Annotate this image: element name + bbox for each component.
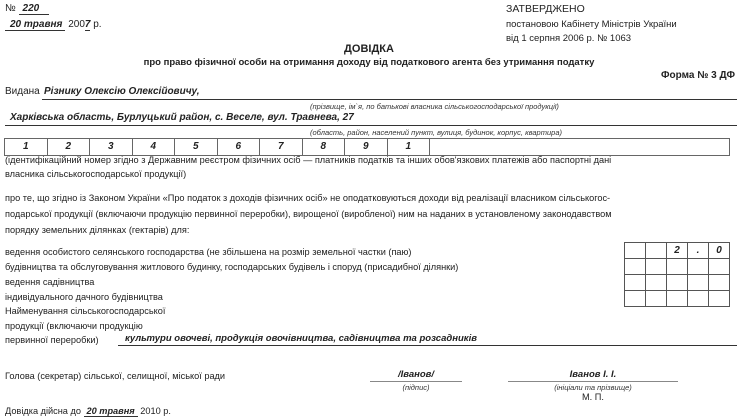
- issued-to-value: Різнику Олексію Олексійовичу,: [44, 86, 200, 97]
- validity-label: Довідка дійсна до: [5, 406, 81, 416]
- form-number: Форма № 3 ДФ: [660, 70, 735, 81]
- hectares-cell: [646, 259, 667, 275]
- id-digit: 7: [260, 139, 303, 155]
- purpose-peasant-farm: ведення особистого селянського господарства (не збільшена на розмір земельної частки (паю): [5, 247, 412, 257]
- hectares-cell: [625, 243, 646, 259]
- id-digit: 3: [90, 139, 133, 155]
- purpose-dacha: індивідуального дачного будівництва: [5, 292, 163, 302]
- paragraph-line-1: про те, що згідно із Законом України «Про податок з доходів фізичних осіб» не оподатковуються доходи від реалізації власником сільськогос-: [5, 193, 611, 203]
- number-label: №: [5, 3, 16, 14]
- hectares-cell: [709, 259, 730, 275]
- official-name-value: Іванов І. І.: [569, 369, 617, 380]
- hectares-cell: 2: [667, 243, 688, 259]
- id-digit: 2: [48, 139, 91, 155]
- id-digit: 5: [175, 139, 218, 155]
- hectares-cell: [646, 275, 667, 291]
- issue-year-suffix: р.: [93, 19, 102, 30]
- paragraph-line-2: подарської продукції (включаючи продукцію первинної переробки), вирощеної (виробленої) ним на наданих в установленому законодавством: [5, 209, 612, 219]
- issue-year-prefix: 200: [68, 19, 85, 30]
- hectares-row: [625, 291, 730, 307]
- approval-line-1: постановою Кабінету Міністрів України: [506, 19, 677, 30]
- issue-year-digit: 7: [84, 19, 91, 30]
- official-position: Голова (секретар) сільської, селищної, міської ради: [5, 371, 226, 381]
- validity-year: 2010 р.: [140, 406, 171, 416]
- products-underline: [118, 345, 737, 346]
- approval-title: ЗАТВЕРДЖЕНО: [506, 3, 585, 15]
- issued-caption: (прізвище, ім`я, по батькові власника сільськогосподарської продукції): [310, 102, 559, 111]
- hectares-cell: [688, 291, 709, 307]
- signature-caption: (підпис): [402, 383, 430, 392]
- purpose-gardening: ведення садівництва: [5, 277, 95, 287]
- hectares-cell: [625, 291, 646, 307]
- products-label-line-3: первинної переробки): [5, 335, 99, 345]
- products-value: культури овочеві, продукція овочівництва, садівництва та розсадників: [125, 333, 477, 344]
- hectares-cell: [625, 259, 646, 275]
- address-value: Харківська область, Бурлуцький район, с. Веселе, вул. Травнева, 27: [10, 112, 354, 123]
- hectares-cell: [646, 291, 667, 307]
- id-digit: 8: [303, 139, 346, 155]
- hectares-cell: 0: [709, 243, 730, 259]
- id-digit: 9: [345, 139, 388, 155]
- issued-label: Видана: [5, 86, 40, 97]
- document-title: ДОВІДКА: [344, 43, 394, 55]
- hectares-cell: [646, 243, 667, 259]
- id-caption-line-1: (ідентифікаційний номер згідно з Державним реєстром фізичних осіб — платників податків та інших обов'язкових платежів або паспортні дані: [5, 155, 612, 165]
- hectares-cell: [709, 275, 730, 291]
- id-digit: 4: [133, 139, 176, 155]
- address-underline: [5, 125, 737, 126]
- address-caption: (область, район, населений пункт, вулиця, будинок, корпус, квартира): [310, 128, 562, 137]
- hectares-cell: .: [688, 243, 709, 259]
- issue-date: [5, 19, 102, 31]
- document-subtitle: про право фізичної особи на отримання доходу від податкового агента без утримання податку: [143, 57, 595, 68]
- hectares-row: [625, 259, 730, 275]
- products-label-line-1: Найменування сільськогосподарської: [5, 306, 166, 316]
- hectares-row: [625, 275, 730, 291]
- id-digit: 1: [388, 139, 431, 155]
- hectares-cell: [667, 275, 688, 291]
- purpose-house-plot: будівництва та обслуговування житлового будинку, господарських будівель і споруд (присадибної ділянки): [5, 262, 459, 272]
- paragraph-line-3: порядку земельних ділянках (гектарів) для:: [5, 225, 190, 235]
- official-name-caption: (ініціали та прізвище): [554, 383, 632, 392]
- id-digit: 6: [218, 139, 261, 155]
- hectares-cell: [667, 259, 688, 275]
- certificate-number: [5, 3, 49, 15]
- hectares-cell: [688, 275, 709, 291]
- id-digit: 1: [5, 139, 48, 155]
- products-label-line-2: продукції (включаючи продукцію: [5, 321, 143, 331]
- hectares-grid: [624, 242, 730, 307]
- issue-day: 20 травня: [5, 19, 65, 31]
- signature-value: /Іванов/: [397, 369, 435, 380]
- hectares-cell: [667, 291, 688, 307]
- approval-line-2: від 1 серпня 2006 р. № 1063: [506, 33, 632, 44]
- number-value: 220: [19, 3, 50, 15]
- hectares-cell: [688, 259, 709, 275]
- id-empty-cell: [430, 139, 729, 155]
- hectares-cell: [625, 275, 646, 291]
- id-caption-line-2: власника сільськогосподарської продукції): [5, 169, 187, 179]
- hectares-cell: [709, 291, 730, 307]
- validity: [5, 405, 171, 417]
- stamp-place: М. П.: [582, 392, 604, 402]
- hectares-row: [625, 243, 730, 259]
- validity-day: 20 травня: [84, 406, 138, 417]
- issued-underline: [42, 99, 737, 100]
